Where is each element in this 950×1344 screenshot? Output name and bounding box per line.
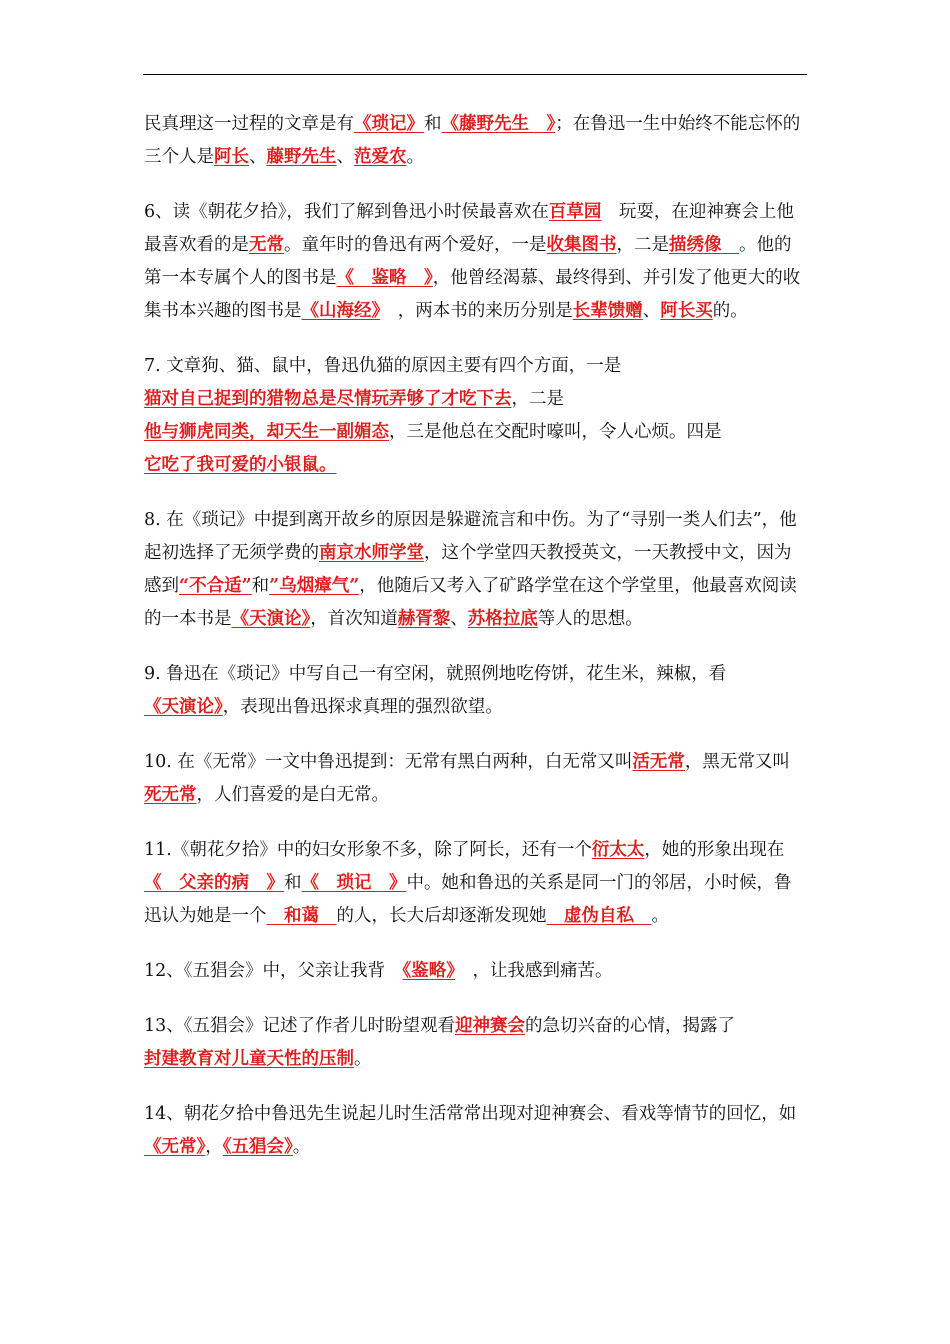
question-text: ，两本书的来历分别是 — [380, 301, 573, 321]
question-text: 6、读《朝花夕拾》，我们了解到鲁迅小时侯最喜欢在 — [144, 202, 549, 222]
question-text: 13、《五猖会》记述了作者儿时盼望观看 — [144, 1016, 456, 1036]
answer-text: 《鉴略》 — [402, 961, 456, 981]
question-text: 。 — [354, 1049, 372, 1069]
question-text: 、 — [642, 301, 661, 321]
question-text: 9. 鲁迅在《琐记》中写自己一有空闲，就照例地吃侉饼，花生米，辣椒，看 — [144, 664, 727, 684]
question-text: ，让我感到痛苦。 — [455, 961, 613, 981]
answer-text: 虚伪自私 — [546, 906, 652, 926]
paragraph-p12 — [144, 955, 808, 988]
answer-text: 封建教育对儿童天性的压制 — [144, 1049, 354, 1069]
answer-text: 《山海经》 — [301, 301, 381, 321]
question-text: 玩耍，在迎神赛会上他最喜欢看的是 — [144, 202, 794, 255]
answer-text: 迎神赛会 — [455, 1016, 526, 1036]
answer-text: 收集图书 — [546, 235, 617, 255]
answer-text: 苏格拉底 — [467, 609, 538, 629]
answer-text: 《 琐记 》 — [301, 873, 407, 893]
answer-text: 百草园 — [548, 202, 602, 222]
question-text: 14、朝花夕拾中鲁迅先生说起儿时生活常常出现对迎神赛会、看戏等情节的回忆，如 — [144, 1104, 797, 1124]
answer-text: “不合适” — [179, 576, 252, 596]
answer-text: 死无常 — [144, 785, 197, 805]
answer-text: 阿长 — [214, 147, 249, 167]
question-text: ， — [205, 1137, 223, 1157]
answer-text: 衍太太 — [591, 840, 645, 860]
question-text: 8. 在《琐记》中提到离开故乡的原因是躲避流言和中伤。为了“寻别一类人们去”，他起初选择了无须学费的 — [144, 510, 797, 563]
question-text: 、 — [336, 147, 354, 167]
paragraph-p5 — [144, 108, 808, 174]
question-text: 。 — [651, 906, 669, 926]
question-text: 。 — [292, 1137, 311, 1157]
question-text: 和 — [424, 114, 442, 134]
question-text: 和 — [284, 873, 302, 893]
answer-text: 《藤野先生 》 — [441, 114, 556, 134]
question-text: ，她的形象出现在 — [644, 840, 785, 860]
answer-text: 藤野先生 — [266, 147, 337, 167]
question-text: 的人，长大后却逐渐发现她 — [336, 906, 547, 926]
question-text: 等人的思想。 — [537, 609, 643, 629]
question-text: 和 — [251, 576, 270, 596]
answer-text: 描绣像 — [669, 235, 739, 255]
question-text: ，首次知道 — [310, 609, 398, 629]
answer-text: 《无常》 — [144, 1137, 206, 1157]
paragraph-p10 — [144, 746, 808, 812]
question-text: ，表现出鲁迅探求真理的强烈欲望。 — [222, 697, 503, 717]
answer-text: 和蔼 — [266, 906, 337, 926]
question-text: 中。她和鲁迅的关系是同一门的邻居，小时候，鲁迅认为她是一个 — [144, 873, 792, 926]
answer-text: 南京水师学堂 — [319, 543, 424, 563]
document-body — [144, 108, 808, 1186]
question-text: 的急切兴奋的心情，揭露了 — [525, 1016, 736, 1036]
paragraph-p8 — [144, 504, 808, 636]
question-text: ，人们喜爱的是白无常。 — [196, 785, 389, 805]
paragraph-p9 — [144, 658, 808, 724]
question-text: ，二是 — [511, 389, 564, 409]
answer-text: 长辈馈赠 — [572, 301, 643, 321]
question-text: 、 — [450, 609, 468, 629]
header-rule — [143, 74, 807, 75]
answer-text: 活无常 — [632, 752, 685, 772]
answer-text: ”乌烟瘴气” — [269, 576, 360, 596]
answer-text: 它吃了我可爱的小银鼠。 — [144, 455, 337, 475]
question-text: 11.《朝花夕拾》中的妇女形象不多，除了阿长，还有一个 — [144, 840, 592, 860]
answer-text: 范爱农 — [354, 147, 407, 167]
paragraph-p7 — [144, 350, 808, 482]
answer-text: 猫对自己捉到的猎物总是尽情玩弄够了才吃下去 — [144, 389, 512, 409]
paragraph-p11 — [144, 834, 808, 933]
answer-text: 《天演论》 — [144, 697, 223, 717]
answer-text: 《五猖会》 — [222, 1137, 293, 1157]
paragraph-p6 — [144, 196, 808, 328]
answer-text: 无常 — [249, 235, 284, 255]
question-text: 的。 — [712, 301, 748, 321]
answer-text: 他与狮虎同类，却天生一副媚态 — [144, 422, 389, 442]
answer-text: 《天演论》 — [231, 609, 311, 629]
question-text: 12、《五猖会》中，父亲让我背 — [144, 961, 403, 981]
question-text: 。 — [406, 147, 424, 167]
question-text: 。他的第一本专属个人的图书是 — [144, 235, 792, 288]
question-text: ，三是他总在交配时嚎叫，令人心烦。四是 — [389, 422, 722, 442]
question-text: 民真理这一过程的文章是有 — [144, 114, 354, 134]
paragraph-p13 — [144, 1010, 808, 1076]
answer-text: 《琐记》 — [354, 114, 424, 134]
question-text: 7. 文章狗、猫、鼠中，鲁迅仇猫的原因主要有四个方面，一是 — [144, 356, 622, 376]
question-text: ，黑无常又叫 — [684, 752, 790, 772]
paragraph-p14 — [144, 1098, 808, 1164]
question-text: ，他随后又考入了矿路学堂在这个学堂里，他最喜欢阅读的一本书是 — [144, 576, 797, 629]
answer-text: 阿长买 — [660, 301, 713, 321]
question-text: ，这个学堂四天教授英文，一天教授中文，因为感到 — [144, 543, 792, 596]
question-text: 。童年时的鲁迅有两个爱好，一是 — [284, 235, 547, 255]
answer-text: 赫胥黎 — [397, 609, 451, 629]
question-text: 10. 在《无常》一文中鲁迅提到：无常有黑白两种，白无常又叫 — [144, 752, 633, 772]
question-text: 、 — [249, 147, 267, 167]
answer-text: 《 鉴略 》 — [336, 268, 433, 288]
question-text: ；在鲁迅一生中始终不能忘怀的三个人是 — [144, 114, 801, 167]
answer-text: 《 父亲的病 》 — [144, 873, 284, 893]
question-text: ，二是 — [616, 235, 669, 255]
question-text: ，他曾经渴慕、最终得到、并引发了他更大的收集书本兴趣的图书是 — [144, 268, 801, 321]
